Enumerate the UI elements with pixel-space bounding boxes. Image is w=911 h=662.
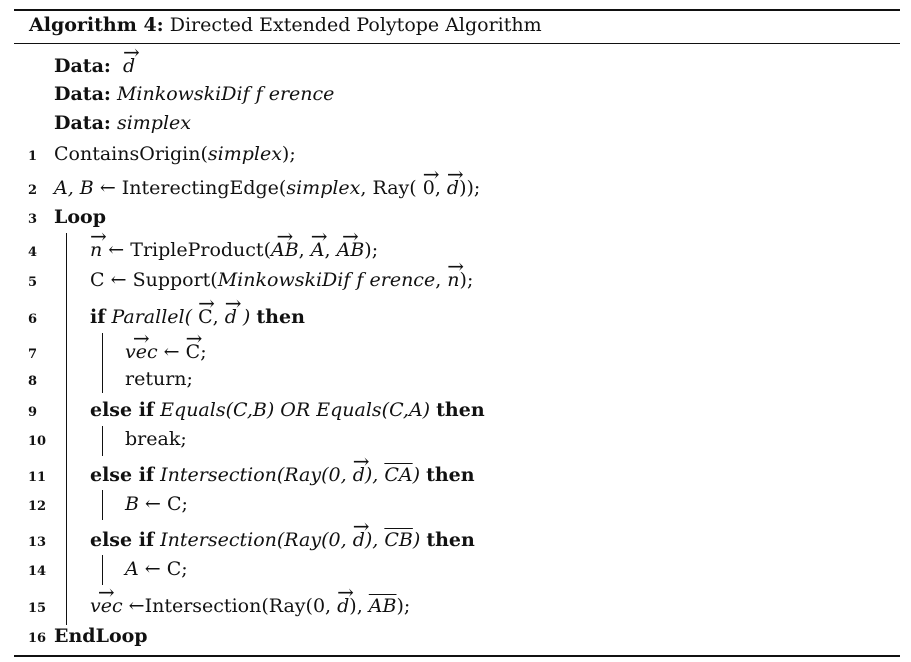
caption-title: Directed Extended Polytope Algorithm xyxy=(169,14,542,36)
else-if-scope-bar xyxy=(102,426,103,456)
line-number: 3 xyxy=(28,212,38,227)
line-number: 4 xyxy=(28,245,38,260)
loop-scope-bar xyxy=(66,233,67,625)
line-number: 9 xyxy=(28,405,38,420)
if-scope-bar xyxy=(102,333,103,393)
vector-a: → A xyxy=(311,238,325,262)
vector-c: → C xyxy=(198,305,213,329)
line-number: 14 xyxy=(28,564,47,579)
vector-d: → d xyxy=(447,176,459,200)
line-number: 7 xyxy=(28,347,38,362)
line-number: 15 xyxy=(28,601,47,616)
segment-ca: $\overline{CA}$ xyxy=(384,464,413,486)
vector-d: → d xyxy=(225,305,237,329)
else-if-scope-bar xyxy=(102,490,103,520)
vector-c: → C xyxy=(186,340,201,364)
top-rule xyxy=(14,9,900,11)
segment-cb: $\overline{CB}$ xyxy=(384,529,413,551)
algorithm-page: Algorithm 4: Directed Extended Polytope Algorithm Data: → d Data: MinkowskiDif f erence Data: simplex 1 ContainsOrigin(simplex); 2 A, B ← InterectingEdge(simplex, Ray( → 0, → d)); 3 Loop 4 → n ← TripleProduct(→ AB, → A, → AB); 5 C ← Support(MinkowskiDif f erence, → n); 6 if Parallel( → C, → d ) then 7 → vec ← → C; 8 return; 9 else if Equals(C,B) OR Equals(C,A) then 10 break; 11 else if Intersection(Ray(0, → d), $\overline{CA}$) then 12 B ← C; 13 else if Intersection(Ray(0, → d), $\overline{CB}$) then 14 A ← C; 15 → vec ←Intersection(Ray(0, → d), $\overline{AB}$); 16 EndLoop xyxy=(0,0,911,662)
line-number: 10 xyxy=(28,434,47,449)
vector-d: → d xyxy=(337,594,349,618)
vector-n: → n xyxy=(447,268,459,292)
line-number: 11 xyxy=(28,470,47,485)
caption-rule xyxy=(14,43,900,44)
line-number: 5 xyxy=(28,275,38,290)
vector-vec: → vec xyxy=(90,594,123,618)
vector-d: → d xyxy=(353,528,365,552)
caption-label: Algorithm 4: xyxy=(29,14,164,36)
line-number: 12 xyxy=(28,499,47,514)
algorithm-caption xyxy=(29,13,542,37)
line-number: 8 xyxy=(28,374,38,389)
vector-ab: → AB xyxy=(337,238,365,262)
line-number: 1 xyxy=(28,149,38,164)
vector-d: → d xyxy=(123,54,135,78)
line-number: 6 xyxy=(28,312,38,327)
vector-d: → d xyxy=(353,463,365,487)
bottom-rule xyxy=(14,655,900,657)
segment-ab: $\overline{AB}$ xyxy=(368,595,397,617)
line-number: 2 xyxy=(28,183,38,198)
vector-ab: → AB xyxy=(271,238,299,262)
vector-vec: → vec xyxy=(125,340,158,364)
line-number: 13 xyxy=(28,535,47,550)
line-number: 16 xyxy=(28,631,47,646)
loop-keyword: Loop xyxy=(54,206,106,228)
vector-n: → n xyxy=(90,238,102,262)
endloop-keyword: EndLoop xyxy=(54,625,148,647)
vector-zero: → 0 xyxy=(423,176,435,200)
